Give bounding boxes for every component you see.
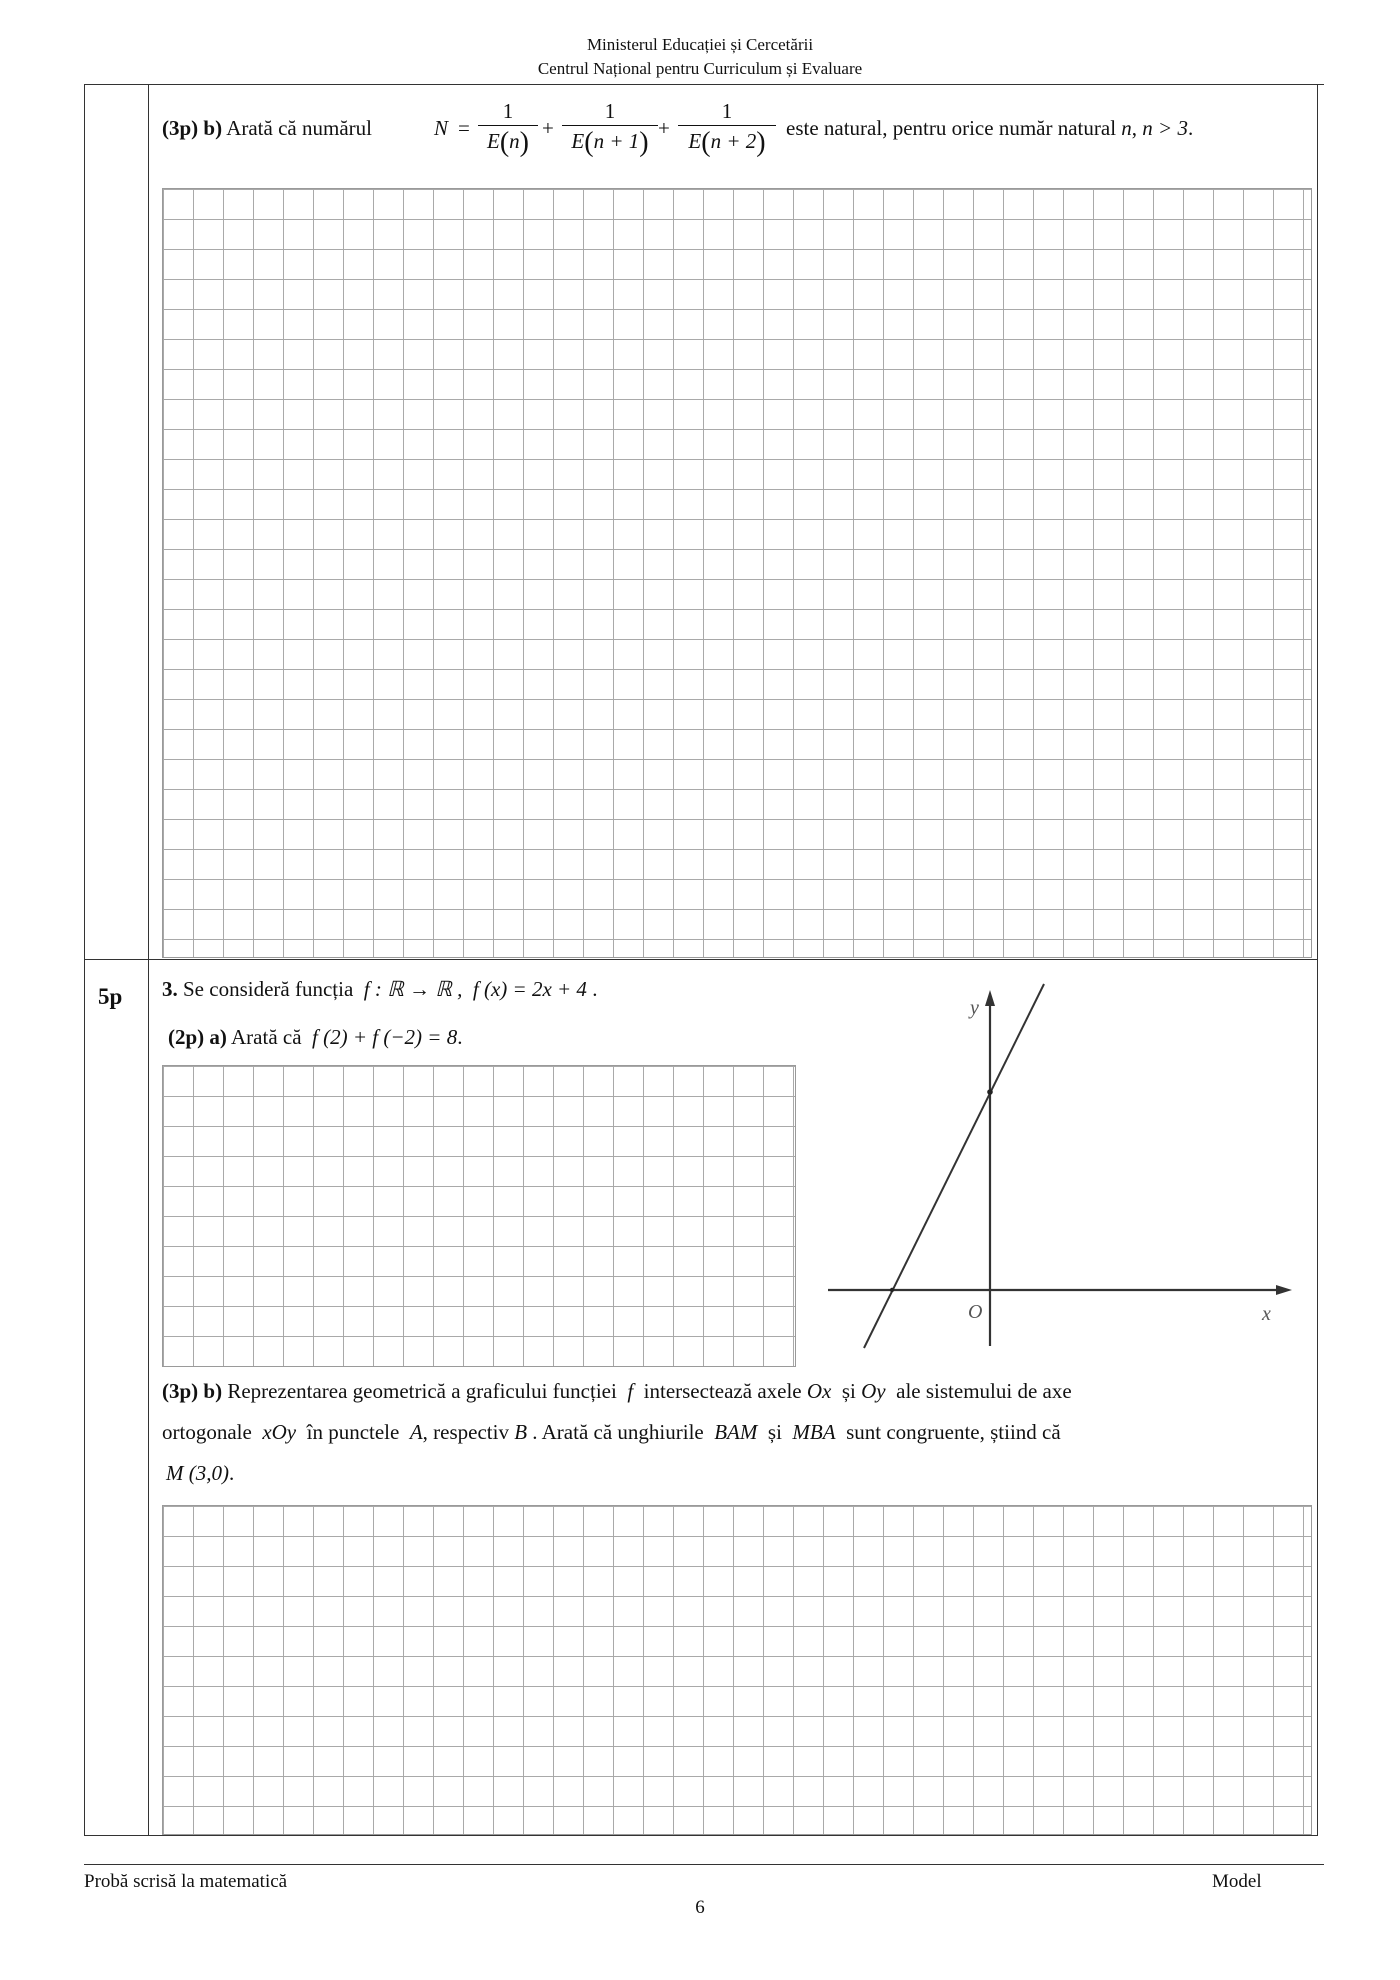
footer-left: Probă scrisă la matematică bbox=[84, 1871, 288, 1892]
text-2b: Arată că numărul bbox=[226, 116, 372, 140]
footer-right: Model bbox=[1212, 1871, 1262, 1892]
expression-3a: f (2) + f (−2) = 8 bbox=[312, 1025, 458, 1049]
problem-3b-line2: ortogonale xOy în punctele A, respectiv B . Arată că unghiurile BAM și MBA sunt congruente, știind că bbox=[162, 1420, 1061, 1444]
plus-2: + bbox=[658, 116, 670, 140]
function-domain: f : ℝ → ℝ , bbox=[363, 977, 463, 1001]
y-axis-label: y bbox=[970, 997, 979, 1019]
fraction-1-num: 1 bbox=[502, 99, 514, 123]
text-2b-tail: este natural, pentru orice număr natural n, n > 3. bbox=[786, 116, 1194, 140]
page-number: 6 bbox=[695, 1897, 705, 1918]
fraction-2-den: E(n + 1) bbox=[571, 127, 649, 158]
plus-1: + bbox=[542, 116, 554, 140]
footer-rule bbox=[84, 1864, 1324, 1865]
fraction-1 bbox=[478, 98, 538, 158]
header-center: Centrul Național pentru Curriculum și Evaluare bbox=[537, 59, 863, 78]
letter-2b: b) bbox=[203, 116, 223, 140]
answer-grid-3b[interactable] bbox=[162, 1505, 1312, 1835]
var-N: N bbox=[434, 116, 449, 140]
points-2b: (3p) bbox=[162, 116, 199, 140]
problem-2b-line bbox=[162, 114, 372, 142]
fraction-3 bbox=[678, 98, 776, 158]
fraction-3-num: 1 bbox=[721, 99, 733, 123]
equals-sign: = bbox=[458, 116, 470, 140]
problem-3a: (2p) a) Arată că f (2) + f (−2) = 8. bbox=[168, 1025, 463, 1049]
fraction-2 bbox=[562, 98, 658, 158]
fraction-2-num: 1 bbox=[604, 99, 616, 123]
function-formula: f (x) = 2x + 4 bbox=[472, 977, 587, 1001]
section-divider bbox=[84, 959, 1318, 960]
score-column-divider bbox=[148, 84, 149, 1836]
problem-3b-line3: M (3,0). bbox=[166, 1461, 235, 1485]
answer-grid-2b[interactable] bbox=[162, 188, 1312, 958]
answer-grid-3a[interactable] bbox=[162, 1065, 796, 1367]
point-M: M (3,0) bbox=[166, 1461, 229, 1485]
score-5p: 5p bbox=[98, 984, 123, 1009]
fraction-1-den: E(n) bbox=[487, 127, 529, 158]
problem-3b-line1: (3p) b) Reprezentarea geometrică a graficului funcției f intersectează axele Ox și Oy ale sistemului de axe bbox=[162, 1379, 1072, 1403]
problem-3-number: 3. bbox=[162, 977, 178, 1001]
problem-3-statement: 3. Se consideră funcția f : ℝ → ℝ , f (x) = 2x + 4 . bbox=[162, 977, 598, 1001]
x-axis-label: x bbox=[1262, 1303, 1271, 1325]
function-graph bbox=[820, 980, 1300, 1360]
fraction-3-den: E(n + 2) bbox=[688, 127, 766, 158]
header-ministry: Ministerul Educației și Cercetării bbox=[586, 35, 814, 54]
origin-label: O bbox=[968, 1301, 983, 1323]
